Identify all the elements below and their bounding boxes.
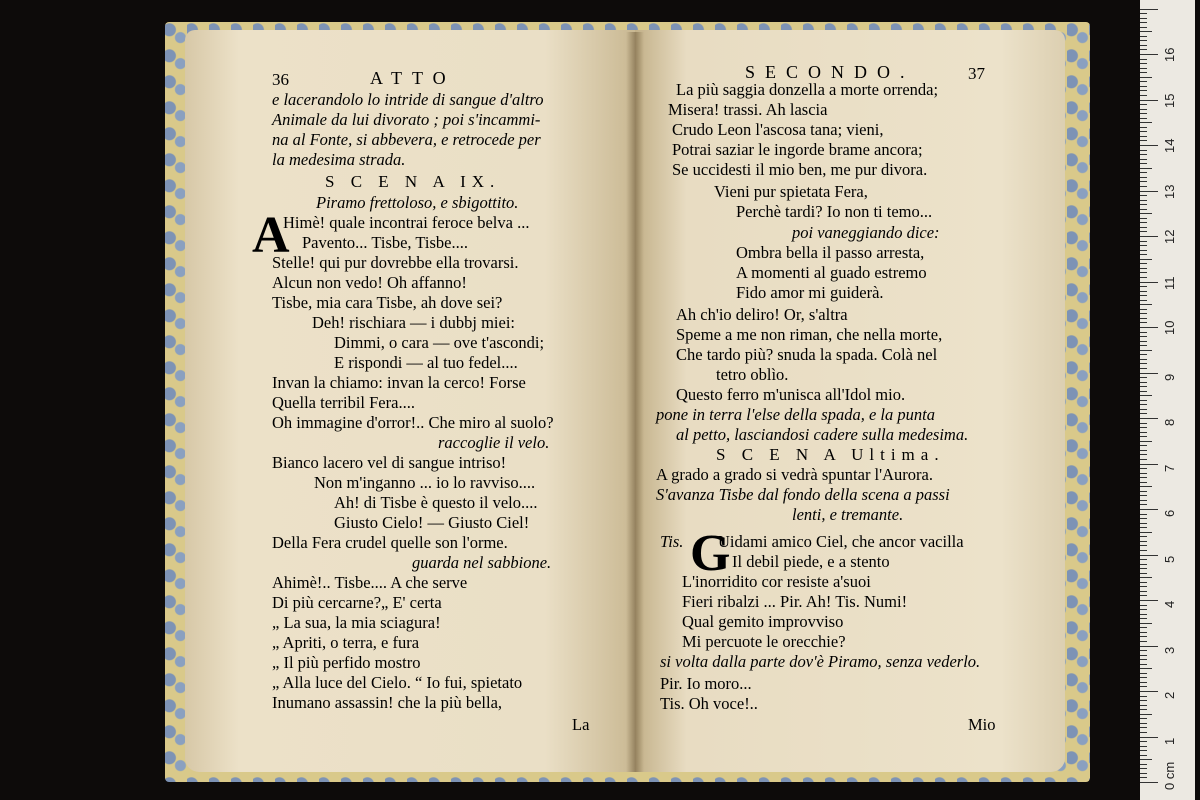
ruler-tick xyxy=(1140,90,1147,91)
ruler-tick xyxy=(1140,45,1147,46)
left-page-text-line: guarda nel sabbione. xyxy=(412,553,552,572)
ruler-tick xyxy=(1140,413,1147,414)
ruler-tick xyxy=(1140,741,1147,742)
right-page-text-line: Fieri ribalzi ... Pir. Ah! Tis. Numi! xyxy=(682,592,908,611)
ruler-tick xyxy=(1140,341,1147,342)
right-page-text-line: Uidami amico Ciel, che ancor vacilla xyxy=(718,532,964,551)
ruler-tick xyxy=(1140,691,1158,692)
ruler-tick xyxy=(1140,409,1147,410)
ruler-number: 16 xyxy=(1162,47,1177,62)
left-page-text-line: Giusto Cielo! — Giusto Ciel! xyxy=(334,513,530,532)
ruler-tick xyxy=(1140,200,1147,201)
ruler-tick xyxy=(1140,759,1152,760)
ruler-number: 1 xyxy=(1162,737,1177,745)
left-page-text-line: „ Apriti, o terra, e fura xyxy=(272,633,420,652)
ruler-tick xyxy=(1140,673,1147,674)
ruler-tick xyxy=(1140,163,1147,164)
ruler-tick xyxy=(1140,304,1152,305)
ruler-tick xyxy=(1140,555,1158,556)
ruler-tick xyxy=(1140,213,1152,214)
ruler-tick xyxy=(1140,209,1147,210)
ruler-tick xyxy=(1140,400,1147,401)
ruler-tick xyxy=(1140,500,1147,501)
ruler-tick xyxy=(1140,523,1147,524)
ruler-tick xyxy=(1140,473,1147,474)
ruler-tick xyxy=(1140,650,1147,651)
ruler-tick xyxy=(1140,136,1147,137)
ruler-tick xyxy=(1140,295,1147,296)
ruler-tick xyxy=(1140,150,1147,151)
left-page-text-line: Himè! quale incontrai feroce belva ... xyxy=(283,213,530,232)
right-page-text-line: Crudo Leon l'ascosa tana; vieni, xyxy=(672,120,884,139)
ruler-tick xyxy=(1140,172,1147,173)
ruler-tick xyxy=(1140,277,1147,278)
ruler-tick xyxy=(1140,122,1152,123)
left-page-text-line: Animale da lui divorato ; poi s'incammi- xyxy=(272,110,541,129)
ruler-tick xyxy=(1140,509,1158,510)
ruler-tick xyxy=(1140,345,1147,346)
ruler-tick xyxy=(1140,86,1147,87)
right-page-text-line: Tis. Oh voce!.. xyxy=(660,694,758,713)
right-running-head: SECONDO. xyxy=(745,62,915,82)
right-page-text-line: Misera! trassi. Ah lascia xyxy=(668,100,828,119)
ruler-tick xyxy=(1140,755,1147,756)
ruler-tick xyxy=(1140,236,1158,237)
ruler-number: 6 xyxy=(1162,509,1177,517)
ruler-tick xyxy=(1140,573,1147,574)
left-page-text-line: Stelle! qui pur dovrebbe ella trovarsi. xyxy=(272,253,519,272)
ruler-tick xyxy=(1140,714,1152,715)
right-page-text-line: La più saggia donzella a morte orrenda; xyxy=(676,80,939,99)
ruler-number: 2 xyxy=(1162,691,1177,699)
ruler-tick xyxy=(1140,646,1158,647)
right-page-text-line: A grado a grado si vedrà spuntar l'Aurora. xyxy=(656,465,933,484)
right-page-text-line: poi vaneggiando dice: xyxy=(792,223,940,242)
left-page-text-line: Bianco lacero vel di sangue intriso! xyxy=(272,453,507,472)
ruler-tick xyxy=(1140,154,1147,155)
right-page-text-line: Vieni pur spietata Fera, xyxy=(714,182,868,201)
ruler-tick xyxy=(1140,18,1147,19)
ruler-number: 4 xyxy=(1162,600,1177,608)
ruler-tick xyxy=(1140,332,1147,333)
ruler-tick xyxy=(1140,336,1147,337)
ruler-tick xyxy=(1140,568,1147,569)
ruler-tick xyxy=(1140,300,1147,301)
ruler-tick xyxy=(1140,700,1147,701)
ruler-tick xyxy=(1140,586,1147,587)
right-page-text-line: Ombra bella il passo arresta, xyxy=(736,243,925,262)
right-page-number: 37 xyxy=(968,64,985,83)
left-page-text-line: la medesima strada. xyxy=(272,150,406,169)
ruler-tick xyxy=(1140,577,1152,578)
ruler-tick xyxy=(1140,181,1147,182)
ruler-tick xyxy=(1140,59,1147,60)
ruler-tick xyxy=(1140,241,1147,242)
ruler-tick xyxy=(1140,291,1147,292)
ruler-tick xyxy=(1140,100,1158,101)
ruler-tick xyxy=(1140,404,1147,405)
right-page-text-line: L'inorridito cor resiste a'suoi xyxy=(682,572,871,591)
ruler-tick xyxy=(1140,677,1147,678)
ruler-number: 9 xyxy=(1162,373,1177,381)
ruler-number: 12 xyxy=(1162,229,1177,244)
ruler-tick xyxy=(1140,231,1147,232)
left-page-text-line: Ah! di Tisbe è questo il velo.... xyxy=(334,493,538,512)
left-page-text-line: Alcun non vedo! Oh affanno! xyxy=(272,273,467,292)
ruler-tick xyxy=(1140,40,1147,41)
ruler-tick xyxy=(1140,272,1147,273)
ruler-tick xyxy=(1140,68,1147,69)
ruler-tick xyxy=(1140,545,1147,546)
ruler-tick xyxy=(1140,464,1158,465)
right-page-text-line: Perchè tardi? Io non ti temo... xyxy=(736,202,933,221)
ruler-tick xyxy=(1140,31,1152,32)
ruler-tick xyxy=(1140,718,1147,719)
ruler-tick xyxy=(1140,391,1147,392)
ruler-tick xyxy=(1140,282,1158,283)
left-page-text-line: raccoglie il velo. xyxy=(438,433,550,452)
ruler-tick xyxy=(1140,386,1147,387)
left-page-text-line: Dimmi, o cara — ove t'ascondi; xyxy=(334,333,545,352)
ruler-tick xyxy=(1140,436,1147,437)
ruler-tick xyxy=(1140,764,1147,765)
ruler-tick xyxy=(1140,382,1147,383)
ruler-tick xyxy=(1140,81,1147,82)
ruler-tick xyxy=(1140,636,1147,637)
ruler-tick xyxy=(1140,605,1147,606)
ruler-tick xyxy=(1140,159,1147,160)
ruler-number: 15 xyxy=(1162,93,1177,108)
right-page-text-line: pone in terra l'else della spada, e la punta xyxy=(656,405,935,424)
right-page-text-line: Fido amor mi guiderà. xyxy=(736,283,884,302)
ruler-tick xyxy=(1140,373,1158,374)
ruler-tick xyxy=(1140,218,1147,219)
ruler-tick xyxy=(1140,746,1147,747)
left-page-text-line: Non m'inganno ... io lo ravviso.... xyxy=(314,473,536,492)
ruler-tick xyxy=(1140,682,1147,683)
ruler-tick xyxy=(1140,13,1147,14)
ruler-tick xyxy=(1140,354,1147,355)
right-page-text-line: Pir. Io moro... xyxy=(660,674,752,693)
ruler-tick xyxy=(1140,268,1147,269)
left-page-text-line: Piramo frettoloso, e sbigottito. xyxy=(316,193,519,212)
ruler-tick xyxy=(1140,222,1147,223)
ruler-tick xyxy=(1140,618,1147,619)
ruler-tick xyxy=(1140,36,1147,37)
ruler-tick xyxy=(1140,600,1158,601)
ruler-tick xyxy=(1140,750,1147,751)
ruler-tick xyxy=(1140,564,1147,565)
ruler-tick xyxy=(1140,486,1152,487)
ruler-tick xyxy=(1140,477,1147,478)
ruler-tick xyxy=(1140,432,1147,433)
ruler-tick xyxy=(1140,668,1152,669)
ruler-tick xyxy=(1140,491,1147,492)
right-page-text-line: Tis. xyxy=(660,532,684,551)
ruler-tick xyxy=(1140,177,1147,178)
ruler-tick xyxy=(1140,227,1147,228)
ruler-tick xyxy=(1140,27,1147,28)
ruler-tick xyxy=(1140,627,1147,628)
ruler-tick xyxy=(1140,9,1158,10)
ruler-tick xyxy=(1140,445,1147,446)
ruler-tick xyxy=(1140,664,1147,665)
ruler-tick xyxy=(1140,532,1152,533)
ruler-tick xyxy=(1140,632,1147,633)
ruler-tick xyxy=(1140,77,1152,78)
ruler-number: 14 xyxy=(1162,138,1177,153)
ruler-number: 11 xyxy=(1162,276,1177,290)
right-page-text-line: Mio xyxy=(968,715,996,734)
left-page-text-line: E rispondi — al tuo fedel.... xyxy=(334,353,518,372)
right-page-text-line: Questo ferro m'unisca all'Idol mio. xyxy=(676,385,906,404)
ruler-tick xyxy=(1140,168,1152,169)
ruler-tick xyxy=(1140,623,1152,624)
ruler-tick xyxy=(1140,641,1147,642)
right-page-text-line: si volta dalla parte dov'è Piramo, senza vederlo. xyxy=(660,652,981,671)
ruler-tick xyxy=(1140,418,1158,419)
ruler-number: 5 xyxy=(1162,555,1177,563)
right-page-text-line: Potrai saziar le ingorde brame ancora; xyxy=(672,140,923,159)
ruler-tick xyxy=(1140,609,1147,610)
ruler-tick xyxy=(1140,705,1147,706)
ruler-tick xyxy=(1140,459,1147,460)
ruler-tick xyxy=(1140,327,1158,328)
ruler-tick xyxy=(1140,363,1147,364)
ruler-tick xyxy=(1140,72,1147,73)
left-page-text-line: S C E N A IX. xyxy=(325,172,501,191)
ruler-number: 10 xyxy=(1162,320,1177,335)
left-page-text-line: na al Fonte, si abbevera, e retrocede per xyxy=(272,130,541,149)
ruler-tick xyxy=(1140,777,1147,778)
right-page-text-line: Ah ch'io deliro! Or, s'altra xyxy=(676,305,848,324)
left-page-text-line: e lacerandolo lo intride di sangue d'altro xyxy=(272,90,544,109)
ruler-tick xyxy=(1140,259,1152,260)
ruler-tick xyxy=(1140,468,1147,469)
ruler-tick xyxy=(1140,245,1147,246)
ruler-tick xyxy=(1140,186,1147,187)
ruler-tick xyxy=(1140,655,1147,656)
ruler-tick xyxy=(1140,659,1147,660)
ruler-tick xyxy=(1140,441,1152,442)
ruler-tick xyxy=(1140,696,1147,697)
ruler-tick xyxy=(1140,263,1147,264)
right-page-text-line: Che tardo più? snuda la spada. Colà nel xyxy=(676,345,938,364)
right-page-text-line: S'avanza Tisbe dal fondo della scena a passi xyxy=(656,485,950,504)
ruler-tick xyxy=(1140,49,1147,50)
right-page-text-line: Se uccidesti il mio ben, me pur divora. xyxy=(672,160,928,179)
left-page-text-line: Deh! rischiara — i dubbj miei: xyxy=(312,313,515,332)
ruler-tick xyxy=(1140,191,1158,192)
ruler-tick xyxy=(1140,254,1147,255)
ruler-tick xyxy=(1140,109,1147,110)
right-page-text-line: al petto, lasciandosi cadere sulla medesima. xyxy=(676,425,969,444)
ruler-tick xyxy=(1140,723,1147,724)
right-page-text-line: tetro oblìo. xyxy=(716,365,789,384)
left-page-text-line: Quella terribil Fera.... xyxy=(272,393,415,412)
ruler-tick xyxy=(1140,427,1147,428)
ruler-tick xyxy=(1140,377,1147,378)
ruler-tick xyxy=(1140,359,1147,360)
right-page-text-line: Il debil piede, e a stento xyxy=(732,552,890,571)
left-page-text-line: Ahimè!.. Tisbe.... A che serve xyxy=(272,573,468,592)
ruler-tick xyxy=(1140,482,1147,483)
book-gutter xyxy=(626,32,644,772)
ruler-tick xyxy=(1140,318,1147,319)
left-page-number: 36 xyxy=(272,70,289,89)
ruler-tick xyxy=(1140,582,1147,583)
ruler-tick xyxy=(1140,727,1147,728)
ruler-tick xyxy=(1140,782,1158,783)
measuring-ruler xyxy=(1140,0,1195,800)
right-page-text-line: lenti, e tremante. xyxy=(792,505,904,524)
ruler-tick xyxy=(1140,550,1147,551)
drop-cap-g: G xyxy=(690,525,731,582)
ruler-tick xyxy=(1140,732,1147,733)
ruler-tick xyxy=(1140,423,1147,424)
ruler-tick xyxy=(1140,195,1147,196)
ruler-tick xyxy=(1140,309,1147,310)
ruler-tick xyxy=(1140,322,1147,323)
left-page-text-line: Invan la chiamo: invan la cerco! Forse xyxy=(272,373,526,392)
ruler-tick xyxy=(1140,118,1147,119)
ruler-number: 13 xyxy=(1162,184,1177,199)
ruler-tick xyxy=(1140,514,1147,515)
ruler-tick xyxy=(1140,686,1147,687)
ruler-tick xyxy=(1140,709,1147,710)
ruler-tick xyxy=(1140,504,1147,505)
ruler-tick xyxy=(1140,737,1158,738)
left-page-text-line: La xyxy=(572,715,590,734)
left-page-text-line: Della Fera crudel quelle son l'orme. xyxy=(272,533,508,552)
ruler-tick xyxy=(1140,395,1152,396)
left-page-text-line: Di più cercarne?„ E' certa xyxy=(272,593,442,612)
ruler-tick xyxy=(1140,286,1147,287)
ruler-tick xyxy=(1140,773,1147,774)
left-page-text-line: „ Il più perfido mostro xyxy=(272,653,421,672)
ruler-tick xyxy=(1140,54,1158,55)
ruler-tick xyxy=(1140,313,1147,314)
left-page-text-line: „ La sua, la mia sciagura! xyxy=(272,613,441,632)
ruler-tick xyxy=(1140,527,1147,528)
ruler-tick xyxy=(1140,113,1147,114)
ruler-tick xyxy=(1140,350,1152,351)
left-page-text-line: „ Alla luce del Cielo. “ Io fui, spietato xyxy=(272,673,523,692)
ruler-tick xyxy=(1140,131,1147,132)
ruler-tick xyxy=(1140,145,1158,146)
ruler-tick xyxy=(1140,768,1147,769)
right-page-text-line: Speme a me non riman, che nella morte, xyxy=(676,325,943,344)
ruler-tick xyxy=(1140,140,1147,141)
ruler-number: 7 xyxy=(1162,464,1177,472)
ruler-number: 8 xyxy=(1162,418,1177,426)
ruler-number: 3 xyxy=(1162,646,1177,654)
ruler-tick xyxy=(1140,595,1147,596)
left-page-text-line: Tisbe, mia cara Tisbe, ah dove sei? xyxy=(272,293,503,312)
ruler-tick xyxy=(1140,368,1147,369)
ruler-tick xyxy=(1140,450,1147,451)
ruler-tick xyxy=(1140,559,1147,560)
drop-cap-a: A xyxy=(252,207,290,264)
ruler-tick xyxy=(1140,204,1147,205)
ruler-tick xyxy=(1140,454,1147,455)
ruler-tick xyxy=(1140,104,1147,105)
right-page-text-line: Qual gemito improvviso xyxy=(682,612,844,631)
ruler-unit-label: 0 cm xyxy=(1162,761,1177,790)
right-page-text-line: S C E N A Ultima. xyxy=(716,445,945,464)
right-page-text-line: A momenti al guado estremo xyxy=(736,263,927,282)
left-page-text-line: Pavento... Tisbe, Tisbe.... xyxy=(302,233,468,252)
left-page-text-line: Oh immagine d'orror!.. Che miro al suolo? xyxy=(272,413,554,432)
left-page-text-line: Inumano assassin! che la più bella, xyxy=(272,693,503,712)
ruler-tick xyxy=(1140,250,1147,251)
ruler-tick xyxy=(1140,22,1147,23)
right-page-text-line: Mi percuote le orecchie? xyxy=(682,632,846,651)
ruler-tick xyxy=(1140,536,1147,537)
ruler-tick xyxy=(1140,495,1147,496)
left-running-head: ATTO xyxy=(370,68,456,88)
ruler-tick xyxy=(1140,95,1147,96)
ruler-tick xyxy=(1140,127,1147,128)
ruler-tick xyxy=(1140,63,1147,64)
ruler-tick xyxy=(1140,614,1147,615)
ruler-tick xyxy=(1140,591,1147,592)
ruler-tick xyxy=(1140,518,1147,519)
ruler-tick xyxy=(1140,541,1147,542)
